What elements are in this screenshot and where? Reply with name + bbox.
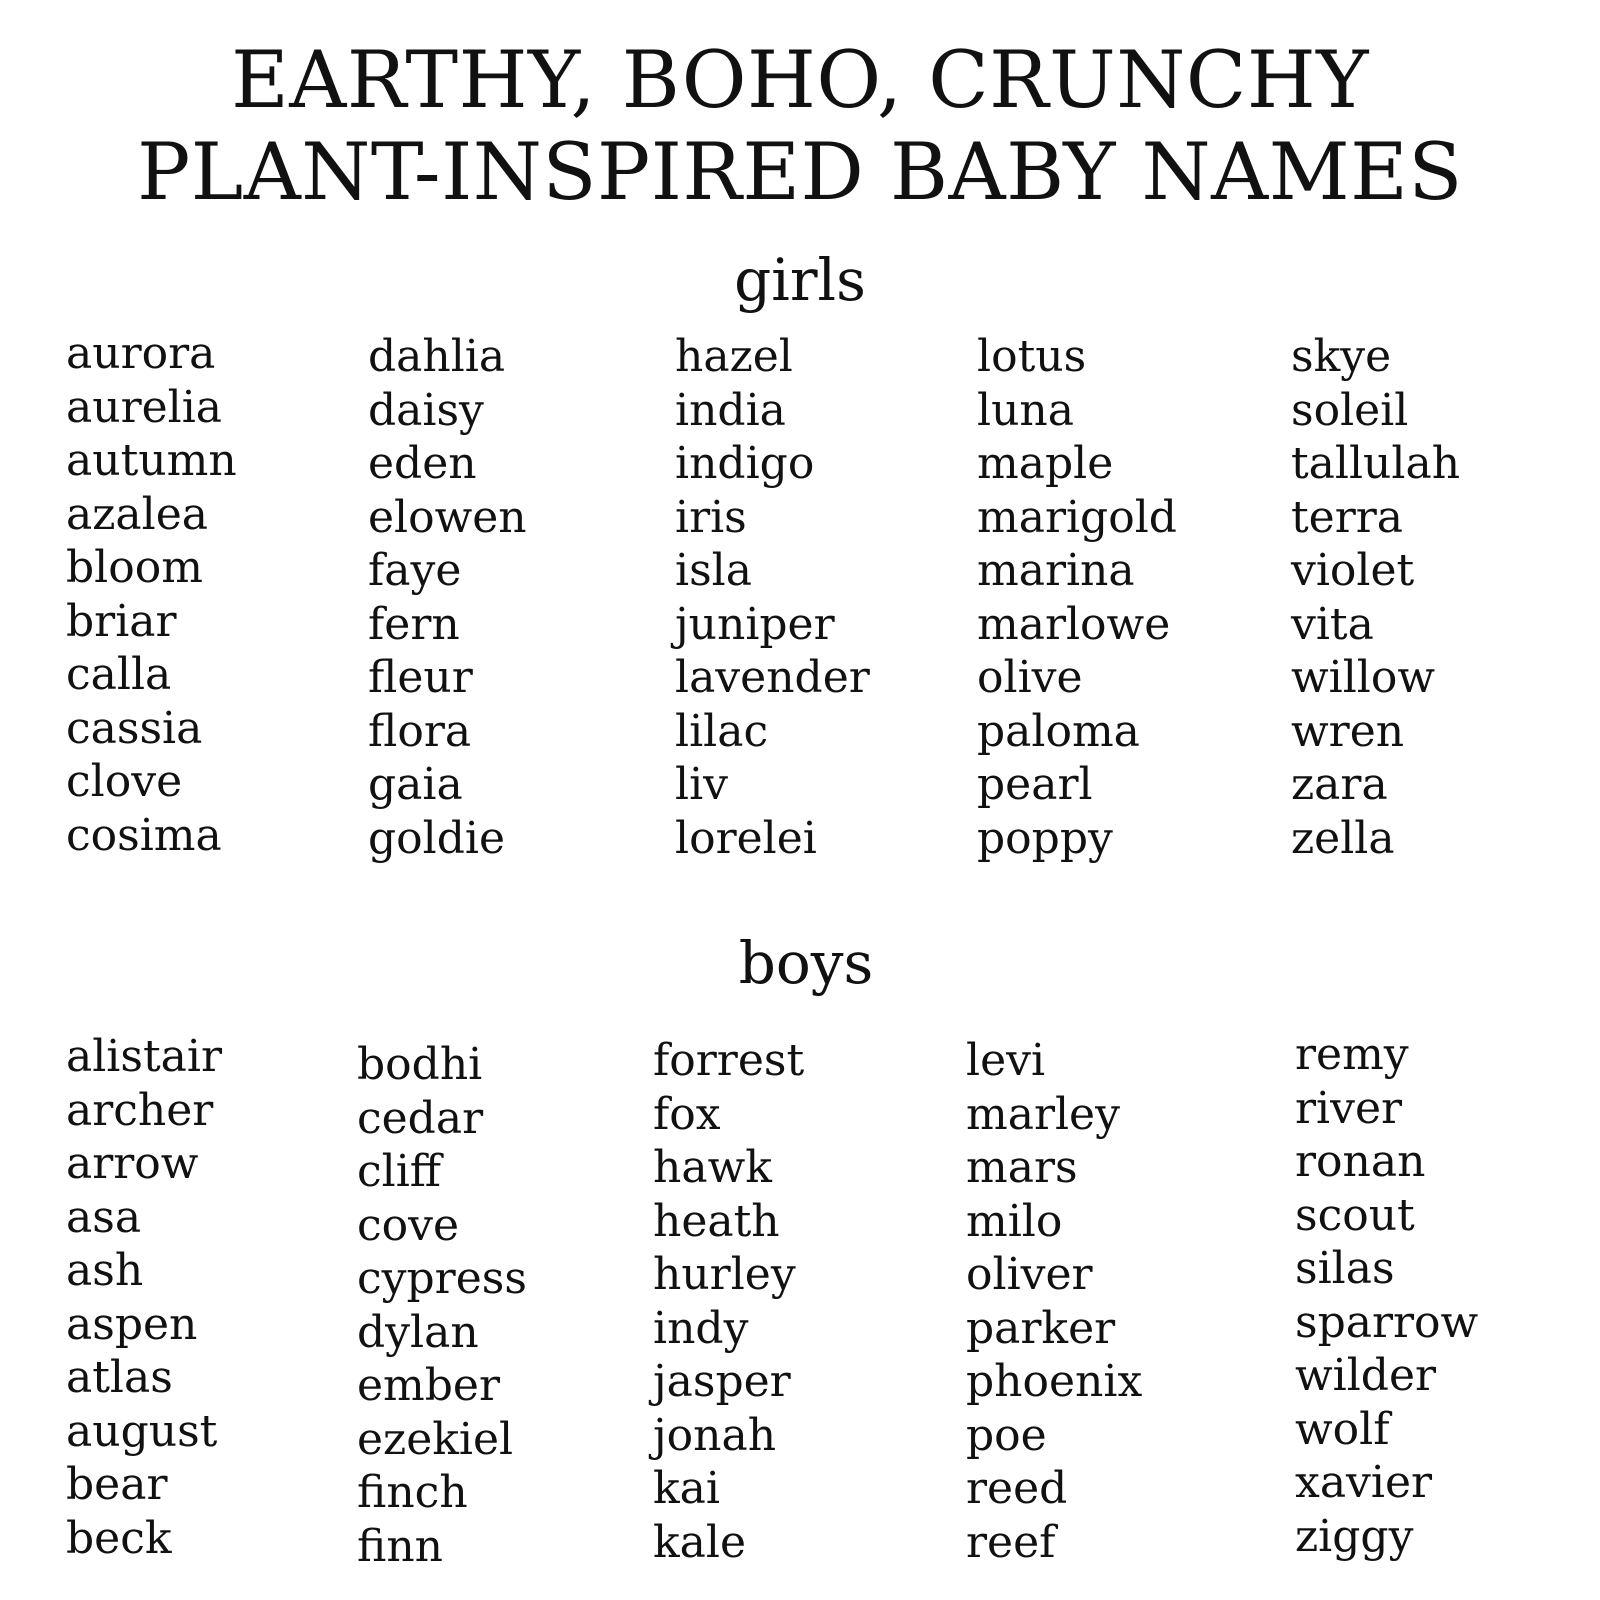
girl-name: soleil bbox=[1291, 384, 1409, 436]
girl-name: faye bbox=[368, 545, 462, 596]
girl-name: indigo bbox=[675, 438, 815, 489]
girls-heading: girls bbox=[734, 246, 866, 314]
boy-name: august bbox=[66, 1405, 218, 1457]
boy-name: indy bbox=[653, 1302, 749, 1354]
boy-name: poe bbox=[966, 1409, 1047, 1461]
boy-name: hurley bbox=[653, 1249, 796, 1300]
girl-name: goldie bbox=[368, 812, 506, 864]
girls-column-5 bbox=[1291, 330, 1460, 865]
girl-name: calla bbox=[66, 649, 172, 700]
girl-name: luna bbox=[977, 384, 1074, 436]
girls-column-4 bbox=[977, 330, 1177, 865]
girl-name: lilac bbox=[675, 705, 769, 757]
girl-name: cosima bbox=[66, 809, 222, 861]
girl-name: flora bbox=[368, 705, 472, 757]
boy-name: bear bbox=[66, 1459, 168, 1510]
boys-column-5 bbox=[1295, 1028, 1478, 1563]
girl-name: liv bbox=[675, 759, 729, 810]
boy-name: phoenix bbox=[966, 1356, 1143, 1407]
boy-name: river bbox=[1295, 1082, 1403, 1134]
girl-name: fern bbox=[368, 598, 460, 650]
boy-name: parker bbox=[966, 1302, 1116, 1354]
boy-name: cliff bbox=[357, 1146, 442, 1197]
boys-column-2 bbox=[357, 1038, 527, 1573]
girl-name: zella bbox=[1291, 812, 1395, 864]
girl-name: tallulah bbox=[1291, 438, 1461, 489]
girl-name: marigold bbox=[977, 491, 1177, 543]
girl-name: maple bbox=[977, 438, 1114, 489]
girl-name: skye bbox=[1291, 331, 1392, 382]
girls-column-2 bbox=[368, 330, 527, 865]
boy-name: levi bbox=[966, 1035, 1046, 1086]
girls-column-1 bbox=[66, 327, 237, 862]
boy-name: fox bbox=[653, 1088, 721, 1140]
girl-name: isla bbox=[675, 545, 752, 596]
boy-name: asa bbox=[66, 1191, 142, 1243]
boy-name: alistair bbox=[66, 1031, 222, 1082]
girl-name: hazel bbox=[675, 331, 793, 382]
girl-name: marina bbox=[977, 545, 1135, 596]
boy-name: reef bbox=[966, 1516, 1056, 1568]
boy-name: atlas bbox=[66, 1352, 173, 1403]
girl-name: gaia bbox=[368, 759, 463, 810]
boy-name: finch bbox=[357, 1467, 468, 1518]
girl-name: bloom bbox=[66, 542, 203, 593]
girls-column-3 bbox=[675, 330, 870, 865]
girl-name: azalea bbox=[66, 488, 208, 540]
girl-name: paloma bbox=[977, 705, 1140, 757]
boy-name: jasper bbox=[653, 1356, 791, 1407]
girl-name: eden bbox=[368, 438, 477, 489]
boy-name: arrow bbox=[66, 1138, 199, 1189]
boy-name: ezekiel bbox=[357, 1413, 514, 1465]
boy-name: marley bbox=[966, 1088, 1120, 1140]
girl-name: iris bbox=[675, 491, 747, 543]
boy-name: archer bbox=[66, 1084, 214, 1136]
boy-name: bodhi bbox=[357, 1039, 483, 1090]
girl-name: autumn bbox=[66, 435, 237, 486]
girl-name: wren bbox=[1291, 705, 1405, 757]
boy-name: cove bbox=[357, 1199, 460, 1251]
girl-name: olive bbox=[977, 652, 1083, 703]
girl-name: clove bbox=[66, 756, 183, 807]
girl-name: aurora bbox=[66, 328, 216, 379]
girl-name: fleur bbox=[368, 652, 473, 703]
girl-name: marlowe bbox=[977, 598, 1171, 650]
boys-column-3 bbox=[653, 1034, 804, 1569]
girl-name: daisy bbox=[368, 384, 484, 436]
boy-name: dylan bbox=[357, 1306, 479, 1358]
boy-name: cedar bbox=[357, 1092, 484, 1144]
girl-name: willow bbox=[1291, 652, 1436, 703]
boy-name: jonah bbox=[653, 1409, 777, 1461]
girl-name: cassia bbox=[66, 702, 203, 754]
boy-name: milo bbox=[966, 1195, 1063, 1247]
girl-name: lavender bbox=[675, 652, 870, 703]
girl-name: dahlia bbox=[368, 331, 506, 382]
boys-column-1 bbox=[66, 1030, 222, 1565]
boy-name: ziggy bbox=[1295, 1510, 1414, 1562]
boy-name: reed bbox=[966, 1463, 1068, 1514]
girl-name: india bbox=[675, 384, 786, 436]
boy-name: aspen bbox=[66, 1298, 198, 1350]
boys-heading: boys bbox=[738, 929, 874, 997]
girl-name: lorelei bbox=[675, 812, 817, 864]
girl-name: lotus bbox=[977, 331, 1087, 382]
girl-name: zara bbox=[1291, 759, 1388, 810]
girl-name: aurelia bbox=[66, 381, 223, 433]
girl-name: elowen bbox=[368, 491, 527, 543]
page-title bbox=[0, 34, 1600, 218]
boy-name: sparrow bbox=[1295, 1296, 1479, 1348]
girl-name: poppy bbox=[977, 812, 1113, 864]
boy-name: cypress bbox=[357, 1253, 527, 1304]
boy-name: oliver bbox=[966, 1249, 1093, 1300]
boy-name: finn bbox=[357, 1520, 444, 1572]
boy-name: beck bbox=[66, 1512, 172, 1564]
boy-name: silas bbox=[1295, 1243, 1395, 1294]
boy-name: wolf bbox=[1295, 1403, 1390, 1455]
boys-column-4 bbox=[966, 1034, 1142, 1569]
boy-name: ember bbox=[357, 1360, 500, 1411]
boy-name: forrest bbox=[653, 1035, 805, 1086]
boy-name: wilder bbox=[1295, 1350, 1437, 1401]
boy-name: ash bbox=[66, 1245, 144, 1296]
boy-name: kai bbox=[653, 1463, 720, 1514]
boy-name: hawk bbox=[653, 1142, 772, 1193]
boy-name: kale bbox=[653, 1516, 747, 1568]
boy-name: heath bbox=[653, 1195, 780, 1247]
girl-name: briar bbox=[66, 595, 177, 647]
boy-name: scout bbox=[1295, 1189, 1415, 1241]
girl-name: vita bbox=[1291, 598, 1374, 650]
girl-name: pearl bbox=[977, 759, 1093, 810]
title-line-2: PLANT-INSPIRED BABY NAMES bbox=[137, 126, 1463, 218]
title-line-1: EARTHY, BOHO, CRUNCHY bbox=[231, 34, 1369, 126]
boy-name: ronan bbox=[1295, 1136, 1426, 1187]
girl-name: violet bbox=[1291, 545, 1415, 596]
boy-name: remy bbox=[1295, 1029, 1409, 1080]
boy-name: xavier bbox=[1295, 1457, 1433, 1508]
boy-name: mars bbox=[966, 1142, 1078, 1193]
girl-name: juniper bbox=[675, 598, 835, 650]
girl-name: terra bbox=[1291, 491, 1404, 543]
